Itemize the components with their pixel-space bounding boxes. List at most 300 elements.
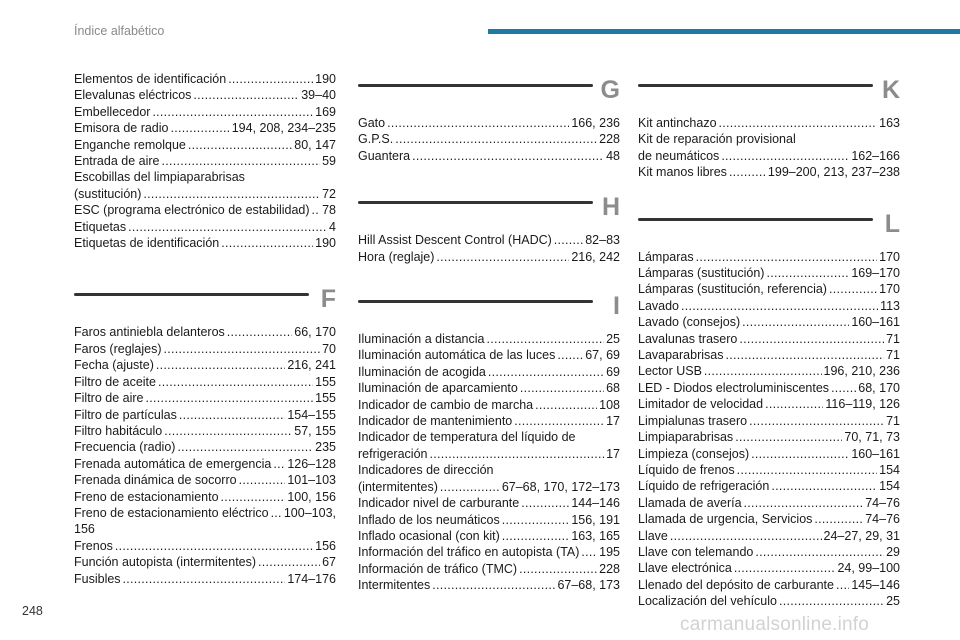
index-entry-pages: 57, 155 — [294, 423, 336, 438]
leader-dots — [514, 413, 604, 429]
index-entry-term: de neumáticos — [638, 148, 720, 163]
index-entry-pages: 163, 165 — [571, 528, 620, 543]
leader-dots — [696, 249, 878, 265]
leader-dots — [179, 407, 286, 423]
index-entry-pages: 48 — [606, 148, 620, 163]
index-entry-pages: 169 — [315, 104, 336, 119]
index-entry — [638, 528, 900, 544]
index-entry-pages: 74–76 — [865, 495, 900, 510]
index-entry-pages: 78 — [322, 203, 336, 218]
index-entry-term: LED - Diodos electroluminiscentes — [638, 380, 830, 395]
leader-dots — [829, 281, 877, 297]
index-entry-term: Lavaparabrisas — [638, 348, 724, 363]
index-entry-pages: 70, 71, 73 — [844, 430, 900, 445]
index-entry-pages: 4 — [329, 219, 336, 234]
index-entry — [638, 429, 900, 445]
index-entry-pages: 154–155 — [287, 407, 336, 422]
index-entry-term: Fusibles — [74, 571, 121, 586]
leader-dots — [152, 104, 313, 120]
index-entry-term: Kit manos libres — [638, 165, 727, 180]
index-entry-pages: 170 — [879, 282, 900, 297]
index-entry-pages: 39–40 — [301, 88, 336, 103]
index-entry-pages: 68, 170 — [858, 380, 900, 395]
index-entry — [358, 131, 620, 147]
index-entry-term: Líquido de frenos — [638, 462, 735, 477]
index-entry — [638, 446, 900, 462]
index-entry-term: Lámparas (sustitución) — [638, 266, 765, 281]
index-entry — [638, 560, 900, 576]
index-entry — [74, 374, 336, 390]
leader-dots — [502, 512, 570, 528]
leader-dots — [581, 544, 597, 560]
index-entry-pages: 169–170 — [851, 266, 900, 281]
index-section-g — [358, 75, 620, 164]
leader-dots — [520, 380, 604, 396]
index-entry-pages: 162–166 — [851, 148, 900, 163]
leader-dots — [486, 331, 604, 347]
leader-dots — [188, 137, 292, 153]
leader-dots — [519, 561, 597, 577]
index-entry — [74, 71, 336, 87]
index-entry — [74, 87, 336, 103]
leader-dots — [395, 131, 597, 147]
index-entry-pages: 228 — [599, 132, 620, 147]
index-entry-pages: 170 — [879, 249, 900, 264]
leader-dots — [739, 331, 884, 347]
index-entry-term: Líquido de refrigeración — [638, 479, 770, 494]
leader-dots — [429, 446, 604, 462]
index-section-k — [638, 75, 900, 181]
section-letter: L — [884, 209, 900, 238]
index-entry-pages: 194, 208, 234–235 — [231, 121, 336, 136]
index-entry — [74, 456, 336, 472]
index-entry-pages: 166, 236 — [571, 116, 620, 130]
section-divider — [358, 84, 593, 87]
leader-dots — [725, 347, 884, 363]
index-entry — [358, 347, 620, 363]
section-letter: I — [613, 292, 620, 321]
index-entry — [638, 511, 900, 527]
index-entry-term: (intermitentes) — [358, 479, 438, 494]
index-entry — [74, 357, 336, 373]
index-entry-term: Inflado de los neumáticos — [358, 512, 500, 527]
index-entry — [638, 593, 900, 609]
leader-dots — [412, 148, 604, 164]
leader-dots — [273, 456, 285, 472]
index-entry-pages: 154 — [879, 479, 900, 494]
leader-dots — [228, 71, 313, 87]
index-entry — [638, 249, 900, 265]
index-entry — [358, 561, 620, 577]
leader-dots — [755, 544, 884, 560]
index-entry-pages: 160–161 — [851, 446, 900, 461]
index-entry — [74, 219, 336, 235]
leader-dots — [734, 560, 836, 576]
index-entry-term: Llamada de avería — [638, 495, 742, 510]
section-divider — [358, 201, 593, 204]
index-entry — [74, 407, 336, 423]
index-entry-pages: 67, 69 — [585, 348, 620, 363]
index-entry-pages: 154 — [879, 462, 900, 477]
index-entry-term: Emisora de radio — [74, 121, 169, 136]
index-entry-term: Lector USB — [638, 364, 702, 379]
section-header — [638, 75, 900, 115]
leader-dots — [735, 429, 842, 445]
index-entry — [74, 554, 336, 570]
index-entry-term: Freno de estacionamiento eléctrico — [74, 505, 269, 520]
index-entry-term: Faros (reglajes) — [74, 341, 162, 356]
index-entry-pages: 145–146 — [851, 577, 900, 592]
index-entry-term: Frenada automática de emergencia — [74, 456, 272, 471]
index-entry — [358, 232, 620, 248]
index-entry-pages: 24, 99–100 — [837, 561, 900, 576]
index-entry — [638, 265, 900, 281]
section-header — [358, 75, 620, 115]
index-entry — [358, 528, 620, 544]
index-entry-term: Enganche remolque — [74, 137, 186, 152]
index-entry — [74, 324, 336, 340]
index-entry — [638, 115, 900, 131]
index-entry-term: Limpieza (consejos) — [638, 446, 750, 461]
index-entry-pages: 17 — [606, 446, 620, 461]
index-entry-term: Inflado ocasional (con kit) — [358, 528, 500, 543]
index-entry — [358, 446, 620, 462]
index-entry-pages: 156, 191 — [571, 512, 620, 527]
leader-dots — [751, 446, 849, 462]
index-entry-term: Intermitentes — [358, 578, 431, 593]
index-entry-term: Embellecedor — [74, 104, 151, 119]
section-letter: H — [601, 193, 620, 222]
index-entry — [74, 235, 336, 251]
index-entry-term: Lámparas — [638, 249, 694, 264]
index-entry — [358, 249, 620, 265]
index-entry-term: (sustitución) — [74, 186, 142, 201]
index-entry-pages: 100, 156 — [287, 489, 336, 504]
section-divider — [358, 300, 593, 303]
watermark: carmanualsonline.info — [680, 614, 870, 635]
leader-dots — [258, 554, 320, 570]
index-entry-pages: 67 — [322, 555, 336, 570]
leader-dots — [521, 495, 569, 511]
index-entry-term: Indicador nivel de carburante — [358, 496, 520, 511]
leader-dots — [814, 511, 863, 527]
section-divider — [638, 218, 873, 221]
index-entry-pages: 25 — [606, 332, 620, 347]
index-entry-term: Llave con telemando — [638, 544, 754, 559]
index-entry-term: Iluminación de aparcamiento — [358, 381, 518, 396]
index-section-h — [358, 192, 620, 265]
section-letter: F — [320, 285, 336, 314]
leader-dots — [432, 577, 555, 593]
leader-dots — [145, 390, 313, 406]
index-entry-pages: 71 — [886, 348, 900, 363]
index-entry-term: Llamada de urgencia, Servicios — [638, 512, 813, 527]
index-entry-pages: 216, 242 — [571, 249, 620, 264]
index-entry-pages: 174–176 — [287, 571, 336, 586]
leader-dots — [737, 462, 878, 478]
section-letter: K — [881, 76, 900, 104]
index-entry — [74, 202, 336, 218]
leader-dots — [171, 120, 230, 136]
index-entry-pages: 66, 170 — [294, 325, 336, 340]
index-entry-term: Faros antiniebla delanteros — [74, 325, 225, 340]
index-entry — [74, 423, 336, 439]
index-entry-pages: 156 — [315, 538, 336, 553]
index-section-i — [358, 291, 620, 594]
index-entry-pages: 74–76 — [865, 512, 900, 527]
index-entry-pages: 82–83 — [585, 233, 620, 248]
leader-dots — [143, 186, 320, 202]
index-entry — [358, 115, 620, 131]
index-column-3 — [638, 75, 900, 610]
index-entry-term: Lavado (consejos) — [638, 315, 741, 330]
index-entry-term: Indicador de mantenimiento — [358, 414, 513, 429]
index-entry-term: Gato — [358, 116, 386, 130]
leader-dots — [557, 347, 583, 363]
index-entry — [74, 120, 336, 136]
index-entry-term: Iluminación de acogida — [358, 364, 486, 379]
leader-dots — [271, 505, 282, 521]
index-entry-term: Función autopista (intermitentes) — [74, 555, 257, 570]
index-entry-term: Llenado del depósito de carburante — [638, 577, 834, 592]
index-entry-pages: 108 — [599, 397, 620, 412]
leader-dots — [681, 298, 878, 314]
index-entry — [638, 347, 900, 363]
index-entry-line: Indicador de temperatura del líquido de — [358, 430, 576, 445]
index-entry-line: Indicadores de dirección — [358, 463, 494, 478]
leader-dots — [721, 148, 849, 164]
index-entry — [638, 544, 900, 560]
index-section-f — [74, 284, 336, 587]
leader-dots — [670, 528, 822, 544]
index-entry — [358, 380, 620, 396]
index-entry — [74, 538, 336, 554]
index-entry-term: Información de tráfico (TMC) — [358, 561, 518, 576]
index-entry-term: Indicador de cambio de marcha — [358, 397, 534, 412]
index-entry-term: Etiquetas — [74, 219, 127, 234]
index-section-l — [638, 209, 900, 610]
leader-dots — [779, 593, 884, 609]
index-entry-pages: 72 — [322, 186, 336, 201]
index-entry-term: Filtro habitáculo — [74, 423, 163, 438]
index-entry — [74, 390, 336, 406]
section-header — [358, 291, 620, 331]
index-entry-term: Frenos — [74, 538, 113, 553]
index-entry-pages: 71 — [886, 413, 900, 428]
index-entry-term: Limpialunas trasero — [638, 413, 748, 428]
index-entry — [74, 186, 336, 202]
index-entry-term: Filtro de aire — [74, 391, 144, 406]
index-entry — [638, 478, 900, 494]
index-entry-pages: 29 — [886, 544, 900, 559]
index-entry-term: Frecuencia (radio) — [74, 440, 176, 455]
leader-dots — [158, 374, 313, 390]
index-entry-pages: 163 — [879, 116, 900, 130]
index-entry-pages: 228 — [599, 561, 620, 576]
leader-dots — [554, 232, 583, 248]
leader-dots — [123, 571, 286, 587]
index-entry-pages: 144–146 — [571, 496, 620, 511]
index-entry — [74, 505, 336, 521]
index-entry-pages: 70 — [322, 341, 336, 356]
index-entry — [358, 479, 620, 495]
index-entry — [638, 363, 900, 379]
index-entry — [358, 331, 620, 347]
leader-dots — [831, 380, 856, 396]
index-entry-pages: 113 — [880, 298, 900, 313]
leader-dots — [765, 396, 823, 412]
leader-dots — [488, 364, 604, 380]
index-entry-pages: 160–161 — [851, 315, 900, 330]
section-header — [74, 284, 336, 324]
index-entry-pages: 126–128 — [287, 456, 336, 471]
leader-dots — [742, 314, 849, 330]
index-entry-pages: 59 — [322, 154, 336, 169]
index-entry-line: Kit de reparación provisional — [638, 132, 796, 147]
index-entry-pages: 24–27, 29, 31 — [823, 528, 900, 543]
index-entry — [638, 314, 900, 330]
index-entry — [358, 512, 620, 528]
index-entry-term: Hill Assist Descent Control (HADC) — [358, 233, 552, 248]
leader-dots — [193, 87, 299, 103]
leader-dots — [436, 249, 569, 265]
index-entry-pages: 190 — [315, 72, 336, 86]
leader-dots — [227, 324, 292, 340]
index-entry — [358, 495, 620, 511]
index-entry-pages: 17 — [606, 414, 620, 429]
index-entry-term: Limitador de velocidad — [638, 397, 764, 412]
index-entry-pages: 216, 241 — [287, 358, 336, 373]
section-header — [638, 209, 900, 249]
leader-dots — [115, 538, 313, 554]
index-entry-term: Filtro de partículas — [74, 407, 177, 422]
index-entry — [74, 571, 336, 587]
index-entry-pages: 25 — [886, 594, 900, 609]
index-entry-pages: 155 — [315, 391, 336, 406]
index-entry-term: Elementos de identificación — [74, 72, 227, 86]
leader-dots — [177, 439, 313, 455]
index-entry-line: 156 — [74, 522, 95, 537]
leader-dots — [164, 341, 321, 357]
index-entry-pages: 116–119, 126 — [825, 397, 900, 412]
index-entry-term: Limpiaparabrisas — [638, 430, 734, 445]
index-entry-term: Filtro de aceite — [74, 374, 156, 389]
index-entry-term: refrigeración — [358, 446, 428, 461]
index-entry — [358, 577, 620, 593]
index-entry — [74, 439, 336, 455]
index-entry-term: Kit antinchazo — [638, 116, 717, 130]
index-entry-term: ESC (programa electrónico de estabilidad) — [74, 203, 310, 218]
index-entry-pages: 199–200, 213, 237–238 — [767, 165, 900, 180]
page-header-title: Índice alfabético — [74, 24, 165, 38]
index-entry-term: Fecha (ajuste) — [74, 358, 154, 373]
leader-dots — [502, 528, 570, 544]
index-entry-pages: 190 — [315, 236, 336, 251]
index-entry — [358, 413, 620, 429]
index-entry-term: Localización del vehículo — [638, 594, 777, 609]
index-entry — [638, 148, 900, 164]
index-entry-pages: 67–68, 173 — [557, 578, 620, 593]
leader-dots — [221, 489, 286, 505]
leader-dots — [535, 397, 597, 413]
index-entry-term: Lavado — [638, 298, 680, 313]
section-divider — [74, 293, 309, 296]
leader-dots — [766, 265, 849, 281]
index-entry — [638, 495, 900, 511]
leader-dots — [164, 423, 292, 439]
leader-dots — [387, 115, 569, 131]
index-entry-pages: 67–68, 170, 172–173 — [501, 479, 620, 494]
index-entry-pages: 101–103 — [287, 473, 336, 488]
index-entry-term: Frenada dinámica de socorro — [74, 473, 237, 488]
index-entry — [638, 577, 900, 593]
index-entry-term: Llave electrónica — [638, 561, 732, 576]
index-entry-pages: 155 — [315, 374, 336, 389]
index-entry — [358, 544, 620, 560]
index-entry — [638, 413, 900, 429]
index-entry-pages: 68 — [606, 381, 620, 396]
index-entry-term: Lavalunas trasero — [638, 331, 738, 346]
index-entry-term: Entrada de aire — [74, 154, 160, 169]
index-entry-term: Guantera — [358, 148, 411, 163]
section-divider — [638, 84, 873, 87]
index-entry-line: Escobillas del limpiaparabrisas — [74, 170, 245, 185]
index-entry-term: G.P.S. — [358, 132, 394, 147]
index-entry — [358, 364, 620, 380]
index-entry-term: Iluminación a distancia — [358, 332, 485, 347]
leader-dots — [128, 219, 327, 235]
leader-dots — [704, 363, 822, 379]
page-number: 248 — [22, 604, 43, 618]
index-entry-term: Información del tráfico en autopista (TA) — [358, 545, 580, 560]
leader-dots — [161, 153, 320, 169]
leader-dots — [744, 495, 864, 511]
index-entry-term: Etiquetas de identificación — [74, 236, 220, 251]
section-letter: G — [600, 76, 620, 104]
index-entry — [638, 380, 900, 396]
index-entry-term: Lámparas (sustitución, referencia) — [638, 282, 827, 297]
header-accent-bar — [488, 29, 960, 34]
index-entry — [358, 148, 620, 164]
index-entry — [74, 153, 336, 169]
leader-dots — [749, 413, 884, 429]
leader-dots — [440, 479, 500, 495]
index-entry-term: Llave — [638, 528, 668, 543]
index-entry-pages: 235 — [315, 440, 336, 455]
index-entry — [74, 137, 336, 153]
leader-dots — [312, 202, 321, 218]
index-entry — [74, 472, 336, 488]
leader-dots — [239, 472, 286, 488]
leader-dots — [156, 357, 285, 373]
leader-dots — [836, 577, 849, 593]
index-entry-term: Hora (reglaje) — [358, 249, 435, 264]
leader-dots — [771, 478, 877, 494]
index-entry-pages: 100–103, — [283, 505, 336, 520]
index-entry — [638, 396, 900, 412]
index-entry — [638, 298, 900, 314]
section-header — [358, 192, 620, 232]
index-entry — [74, 341, 336, 357]
index-entry — [638, 462, 900, 478]
index-entry — [638, 331, 900, 347]
index-column-1 — [74, 71, 336, 587]
index-entry-pages: 71 — [886, 331, 900, 346]
leader-dots — [729, 164, 766, 180]
index-entry — [74, 489, 336, 505]
index-entry — [638, 164, 900, 180]
index-column-2 — [358, 75, 620, 594]
